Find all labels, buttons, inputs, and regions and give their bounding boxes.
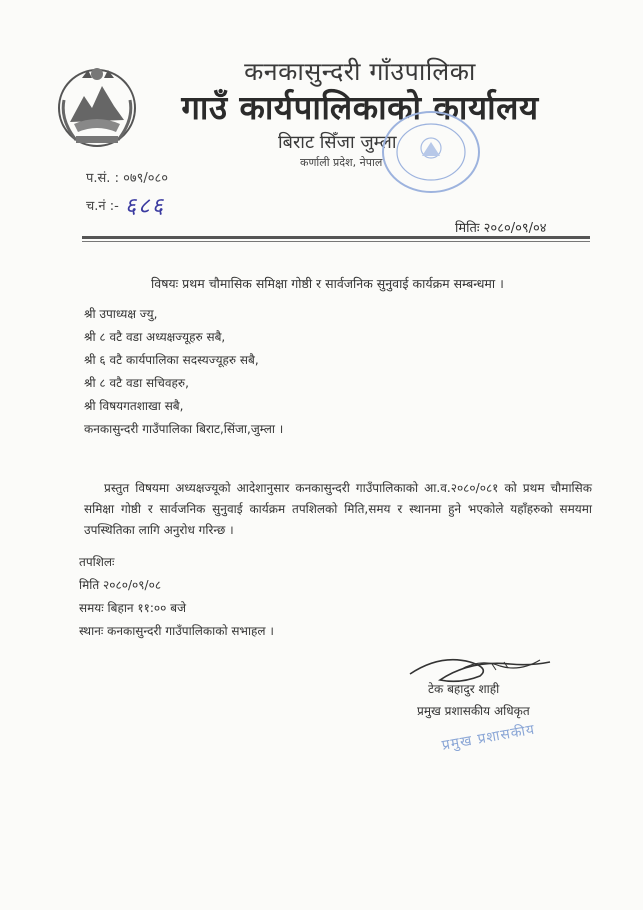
reference-number: प.सं. : ०७९/०८० xyxy=(86,171,169,186)
official-seal-icon xyxy=(378,108,484,196)
recipient-line: श्री ६ वटै कार्यपालिका सदस्यज्यूहरु सबै, xyxy=(84,353,259,367)
office-address: बिराट सिँजा जुम्ला xyxy=(278,132,397,153)
nepal-emblem-icon xyxy=(52,60,142,150)
header-divider xyxy=(82,236,590,239)
details-date: मिति २०८०/०९/०८ xyxy=(79,578,162,592)
dispatch-label: च.नं :- xyxy=(86,199,119,214)
recipient-line: श्री ८ वटै वडा सचिवहरु, xyxy=(84,376,189,390)
signatory-name: टेक बहादुर शाही xyxy=(428,682,500,696)
recipient-line: श्री उपाध्यक्ष ज्यु, xyxy=(84,307,158,321)
letter-subject: विषयः प्रथम चौमासिक समिक्षा गोष्ठी र सार्वजनिक सुनुवाई कार्यक्रम सम्बन्धमा । xyxy=(151,276,504,291)
details-venue: स्थानः कनकासुन्दरी गाउँपालिकाको सभाहल । xyxy=(79,624,274,638)
municipality-name: कनकासुन्दरी गाँउपालिका xyxy=(244,57,476,86)
recipient-line: कनकासुन्दरी गाउँपालिका बिराट,सिंजा,जुम्ला । xyxy=(84,422,284,436)
details-heading: तपशिलः xyxy=(79,555,115,569)
header-divider-thin xyxy=(82,241,590,242)
designation-stamp: प्रमुख प्रशासकीय xyxy=(440,721,537,754)
recipient-line: श्री विषयगतशाखा सबै, xyxy=(84,399,184,413)
dispatch-handwritten-number: ६८६ xyxy=(124,194,166,219)
province-label: कर्णाली प्रदेश, नेपाल xyxy=(300,156,383,169)
recipient-line: श्री ८ वटै वडा अध्यक्षज्यूहरु सबै, xyxy=(84,330,226,344)
details-time: समयः बिहान ११:०० बजे xyxy=(79,601,186,615)
dispatch-number xyxy=(86,190,165,220)
office-title: गाउँ कार्यपालिकाको कार्यालय xyxy=(181,88,539,127)
letter-body: प्रस्तुत विषयमा अध्यक्षज्यूको आदेशानुसार कनकासुन्दरी गाउँपालिकाको आ.व.२०८०/०८१ को प्रथम चौमासिक समिक्षा गोष्ठी र सार्वजनिक सुनुवाई कार्यक्रम तपशिलको मिति,समय र स्थानमा हुने भएकोले यहाँहरुको समयमा उपस्थितिका लागि अनुरोध गरिन्छ । xyxy=(84,481,592,537)
signatory-title: प्रमुख प्रशासकीय अधिकृत xyxy=(417,704,530,718)
letter-date: मितिः २०८०/०९/०४ xyxy=(455,221,547,236)
